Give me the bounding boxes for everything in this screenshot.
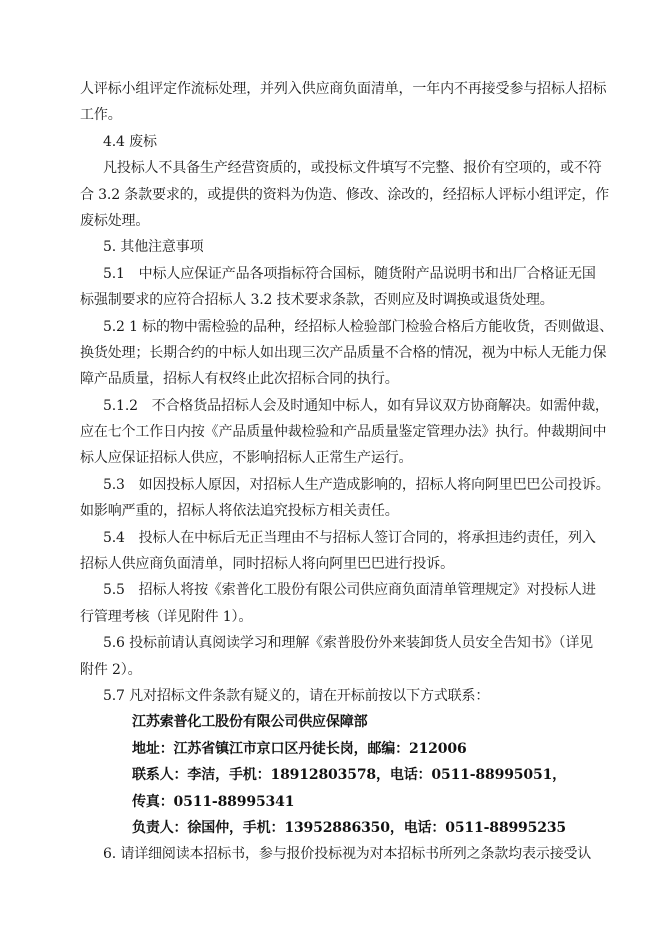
text-line: 5.7 凡对招标文件条款有疑义的，请在开标前按以下方式联系： — [103, 687, 490, 704]
paragraph-5-4 — [80, 525, 596, 578]
text-line: 5.4 投标人在中标后无正当理由不与招标人签订合同的，将承担违约责任，列入 — [103, 529, 596, 546]
contact-block — [80, 709, 584, 841]
text-line: 障产品质量，招标人有权终止此次招标合同的执行。 — [80, 371, 399, 388]
text-line: 换货处理；长期合约的中标人如出现三次产品质量不合格的情况，视为中标人无能力保 — [80, 344, 607, 361]
section-heading: 4.4 废标 — [103, 133, 157, 150]
text-line: 行管理考核（详见附件 1）。 — [80, 608, 253, 625]
text-line: 凡投标人不具备生产经营资质的，或投标文件填写不完整、报价有空项的，或不符 — [103, 160, 602, 177]
paragraph-5-7 — [80, 683, 584, 709]
text-line: 5.5 招标人将按《索普化工股份有限公司供应商负面清单管理规定》对投标人进 — [103, 582, 596, 599]
text-line: 5.1 中标人应保证产品各项指标符合国标，随货附产品说明书和出厂合格证无国 — [103, 265, 596, 282]
contact-address: 地址：江苏省镇江市京口区丹徒长岗，邮编：212006 — [132, 740, 467, 757]
text-line: 标强制要求的应符合招标人 3.2 技术要求条款，否则应及时调换或退货处理。 — [80, 292, 554, 309]
document-page — [80, 76, 614, 868]
text-line: 附件 2）。 — [80, 661, 142, 678]
text-line: 废标处理。 — [80, 212, 150, 229]
text-line: 招标人供应商负面清单，同时招标人将向阿里巴巴进行投诉。 — [80, 556, 454, 573]
text-line: 应在七个工作日内按《产品质量仲裁检验和产品质量鉴定管理办法》执行。仲裁期间中 — [80, 424, 607, 441]
text-line: 5.2 1 标的物中需检验的品种，经招标人检验部门检验合格后方能收货，否则做退、 — [103, 318, 614, 335]
text-line: 5.1.2 不合格货品招标人会及时通知中标人，如有异议双方协商解决。如需仲裁， — [103, 397, 609, 414]
paragraph-5-1-2 — [80, 393, 609, 472]
text-line: 5.6 投标前请认真阅读学习和理解《索普股份外来装卸货人员安全告知书》（详见 — [103, 635, 594, 652]
paragraph-5-5 — [80, 577, 596, 630]
paragraph-4-3-continuation — [80, 76, 607, 129]
text-line: 人评标小组评定作流标处理，并列入供应商负面清单，一年内不再接受参与招标人招标 — [80, 81, 607, 97]
text-line: 合 3.2 条款要求的，或提供的资料为伪造、修改、涂改的，经招标人评标小组评定，作 — [80, 186, 610, 203]
paragraph-5-1 — [80, 261, 596, 314]
paragraph-5-6 — [80, 630, 594, 683]
text-line: 5.3 如因投标人原因，对招标人生产造成影响的，招标人将向阿里巴巴公司投诉。 — [103, 476, 610, 493]
heading-4-4 — [80, 129, 584, 155]
text-line: 标人应保证招标人供应，不影响招标人正常生产运行。 — [80, 450, 413, 467]
contact-fax: 传真：0511-88995341 — [132, 793, 295, 810]
contact-responsible-person: 负责人：徐国仲，手机：13952886350，电话：0511-88995235 — [132, 819, 567, 836]
paragraph-5-2-1 — [80, 314, 614, 393]
text-line: 6. 请详细阅读本招标书，参与报价投标视为对本招标书所列之条款均表示接受认 — [103, 846, 592, 863]
text-line: 如影响严重的，招标人将依法追究投标方相关责任。 — [80, 503, 399, 520]
contact-department: 江苏索普化工股份有限公司供应保障部 — [132, 714, 368, 731]
paragraph-5-3 — [80, 472, 610, 525]
text-line: 工作。 — [80, 107, 122, 124]
heading-5 — [80, 234, 584, 260]
contact-person: 联系人：李洁，手机：18912803578，电话：0511-88995051， — [132, 767, 567, 784]
paragraph-6 — [80, 841, 592, 867]
paragraph-4-4 — [80, 155, 610, 234]
section-heading: 5. 其他注意事项 — [103, 239, 204, 256]
